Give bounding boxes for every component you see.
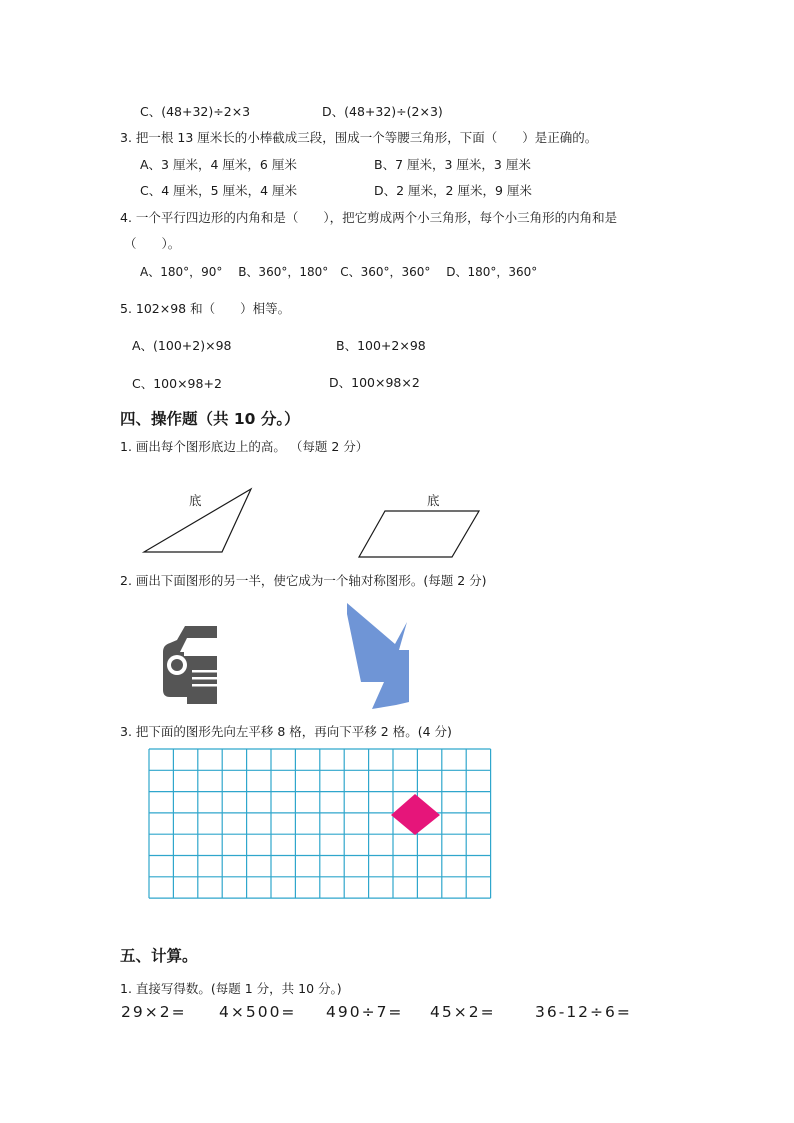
half-butterfly-figure (347, 603, 409, 709)
q3-stem: 3. 把一根 13 厘米长的小棒截成三段，围成一个等腰三角形，下面（ ）是正确的。 (120, 130, 598, 145)
triangle-base-label: 底 (189, 493, 202, 508)
q5-option-b: B、100+2×98 (336, 338, 426, 353)
calc-expr-4: 45×2= (430, 1003, 496, 1021)
calc-expr-3: 490÷7= (326, 1003, 404, 1021)
q3-option-d: D、2 厘米，2 厘米，9 厘米 (374, 183, 532, 198)
section5-title: 五、计算。 (120, 947, 198, 965)
q2-option-c: C、(48+32)÷2×3 (140, 104, 251, 119)
q4-options: A、180°，90° B、360°，180° C、360°，360° D、180°，360° (140, 265, 538, 279)
q5-option-d: D、100×98×2 (329, 375, 420, 390)
section4-title: 四、操作题（共 10 分。） (120, 410, 300, 428)
section4-q3: 3. 把下面的图形先向左平移 8 格，再向下平移 2 格。(4 分) (120, 724, 452, 739)
diamond-shape (391, 794, 440, 835)
q5-stem: 5. 102×98 和（ ）相等。 (120, 301, 291, 316)
q4-stem-line2: （ ）。 (124, 236, 181, 251)
q3-option-b: B、7 厘米，3 厘米，3 厘米 (374, 157, 531, 172)
section5-q1: 1. 直接写得数。(每题 1 分，共 10 分。) (120, 981, 342, 996)
q3-option-c: C、4 厘米，5 厘米，4 厘米 (140, 183, 298, 198)
square-grid (149, 749, 491, 898)
calc-expr-1: 29×2= (121, 1003, 187, 1021)
q4-stem-line1: 4. 一个平行四边形的内角和是（ ），把它剪成两个小三角形，每个小三角形的内角和是 (120, 210, 618, 225)
q5-option-c: C、100×98+2 (132, 376, 222, 391)
section4-q1: 1. 画出每个图形底边上的高。 （每题 2 分） (120, 439, 369, 454)
q3-option-a: A、3 厘米，4 厘米，6 厘米 (140, 157, 297, 172)
parallelogram-base-label: 底 (427, 493, 440, 508)
calc-expr-5: 36-12÷6= (535, 1003, 632, 1021)
calc-expr-2: 4×500= (219, 1003, 297, 1021)
section4-q2: 2. 画出下面图形的另一半，使它成为一个轴对称图形。(每题 2 分) (120, 573, 487, 588)
parallelogram-figure (359, 511, 479, 557)
q2-option-d: D、(48+32)÷(2×3) (322, 104, 443, 119)
q5-option-a: A、(100+2)×98 (132, 338, 232, 353)
half-car-figure (163, 626, 217, 704)
